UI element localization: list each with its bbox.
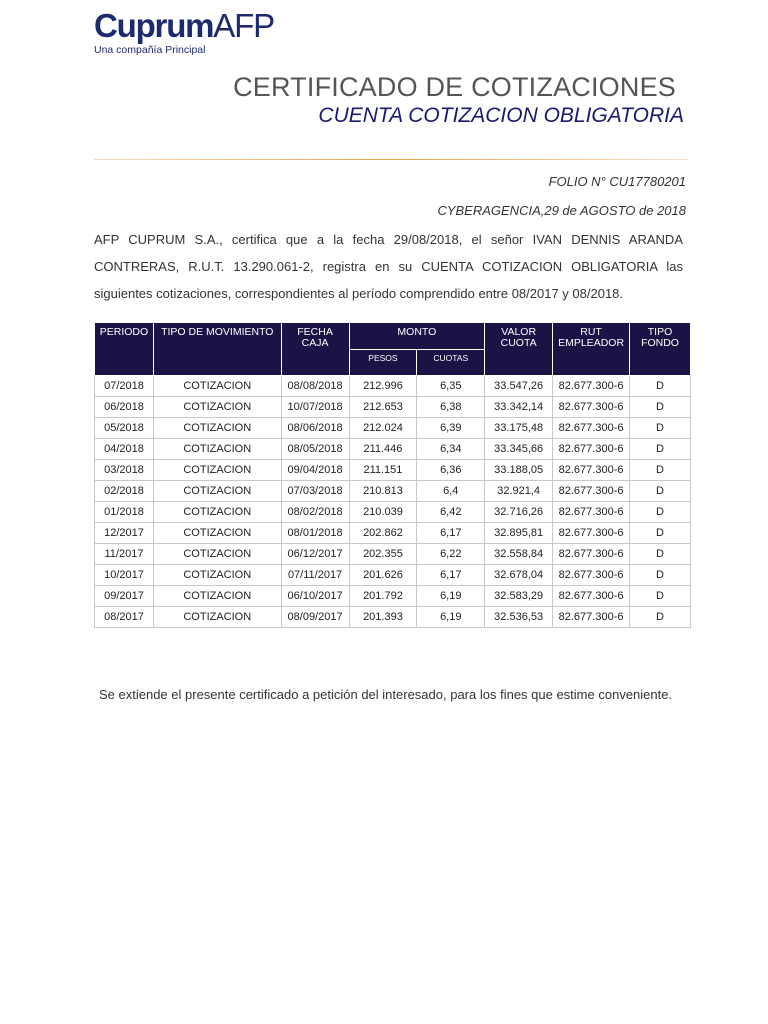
cell-tipo-fondo: D bbox=[630, 376, 691, 397]
table-header bbox=[95, 323, 691, 376]
table-row bbox=[95, 481, 691, 502]
cell-fecha-caja: 07/03/2018 bbox=[281, 481, 349, 502]
contributions-table bbox=[94, 322, 691, 628]
document-title: CERTIFICADO DE COTIZACIONES bbox=[233, 72, 676, 102]
cell-periodo: 01/2018 bbox=[95, 502, 154, 523]
table-row bbox=[95, 376, 691, 397]
cell-valor-cuota: 32.678,04 bbox=[485, 565, 553, 586]
table-row bbox=[95, 586, 691, 607]
cell-rut-empleador: 82.677.300-6 bbox=[553, 586, 630, 607]
cell-tipo-movimiento: COTIZACION bbox=[153, 586, 281, 607]
cell-tipo-fondo: D bbox=[630, 481, 691, 502]
table-row bbox=[95, 565, 691, 586]
cell-tipo-movimiento: COTIZACION bbox=[153, 607, 281, 628]
document-subtitle: CUENTA COTIZACION OBLIGATORIA bbox=[318, 104, 684, 127]
cell-fecha-caja: 08/05/2018 bbox=[281, 439, 349, 460]
cell-pesos: 212.024 bbox=[349, 418, 417, 439]
table-row bbox=[95, 439, 691, 460]
cell-tipo-fondo: D bbox=[630, 586, 691, 607]
cell-tipo-movimiento: COTIZACION bbox=[153, 544, 281, 565]
cell-periodo: 05/2018 bbox=[95, 418, 154, 439]
cell-valor-cuota: 33.547,26 bbox=[485, 376, 553, 397]
cell-fecha-caja: 08/02/2018 bbox=[281, 502, 349, 523]
table-row bbox=[95, 523, 691, 544]
cell-cuotas: 6,19 bbox=[417, 607, 485, 628]
cell-fecha-caja: 10/07/2018 bbox=[281, 397, 349, 418]
table-body bbox=[95, 376, 691, 628]
table-row bbox=[95, 544, 691, 565]
cell-tipo-fondo: D bbox=[630, 607, 691, 628]
cell-rut-empleador: 82.677.300-6 bbox=[553, 565, 630, 586]
cell-cuotas: 6,4 bbox=[417, 481, 485, 502]
cell-tipo-fondo: D bbox=[630, 397, 691, 418]
cell-rut-empleador: 82.677.300-6 bbox=[553, 523, 630, 544]
cell-cuotas: 6,42 bbox=[417, 502, 485, 523]
cell-fecha-caja: 09/04/2018 bbox=[281, 460, 349, 481]
cell-tipo-fondo: D bbox=[630, 523, 691, 544]
cell-pesos: 201.393 bbox=[349, 607, 417, 628]
cell-valor-cuota: 32.583,29 bbox=[485, 586, 553, 607]
cell-rut-empleador: 82.677.300-6 bbox=[553, 439, 630, 460]
cell-cuotas: 6,17 bbox=[417, 565, 485, 586]
cell-periodo: 10/2017 bbox=[95, 565, 154, 586]
table-row bbox=[95, 502, 691, 523]
cell-rut-empleador: 82.677.300-6 bbox=[553, 460, 630, 481]
cell-rut-empleador: 82.677.300-6 bbox=[553, 397, 630, 418]
cell-pesos: 212.653 bbox=[349, 397, 417, 418]
cell-fecha-caja: 08/09/2017 bbox=[281, 607, 349, 628]
cell-valor-cuota: 33.188,05 bbox=[485, 460, 553, 481]
cell-tipo-movimiento: COTIZACION bbox=[153, 439, 281, 460]
cell-tipo-movimiento: COTIZACION bbox=[153, 418, 281, 439]
cell-periodo: 08/2017 bbox=[95, 607, 154, 628]
cell-valor-cuota: 33.345,66 bbox=[485, 439, 553, 460]
table-row bbox=[95, 460, 691, 481]
cell-tipo-movimiento: COTIZACION bbox=[153, 523, 281, 544]
cell-fecha-caja: 06/10/2017 bbox=[281, 586, 349, 607]
cell-rut-empleador: 82.677.300-6 bbox=[553, 544, 630, 565]
cell-valor-cuota: 33.175,48 bbox=[485, 418, 553, 439]
cell-tipo-movimiento: COTIZACION bbox=[153, 460, 281, 481]
cell-fecha-caja: 08/06/2018 bbox=[281, 418, 349, 439]
cell-cuotas: 6,38 bbox=[417, 397, 485, 418]
cell-pesos: 202.355 bbox=[349, 544, 417, 565]
logo-suffix: AFP bbox=[213, 7, 274, 44]
header-monto: MONTO bbox=[349, 323, 485, 350]
cell-tipo-movimiento: COTIZACION bbox=[153, 376, 281, 397]
cell-tipo-fondo: D bbox=[630, 544, 691, 565]
cell-tipo-movimiento: COTIZACION bbox=[153, 565, 281, 586]
cell-fecha-caja: 08/08/2018 bbox=[281, 376, 349, 397]
header-fecha-caja: FECHA CAJA bbox=[281, 323, 349, 376]
cell-rut-empleador: 82.677.300-6 bbox=[553, 418, 630, 439]
cell-pesos: 211.446 bbox=[349, 439, 417, 460]
cell-tipo-fondo: D bbox=[630, 460, 691, 481]
header-tipo-fondo: TIPO FONDO bbox=[630, 323, 691, 376]
cell-periodo: 09/2017 bbox=[95, 586, 154, 607]
cell-periodo: 07/2018 bbox=[95, 376, 154, 397]
cell-pesos: 210.813 bbox=[349, 481, 417, 502]
cell-tipo-fondo: D bbox=[630, 439, 691, 460]
cell-tipo-fondo: D bbox=[630, 418, 691, 439]
cell-pesos: 201.792 bbox=[349, 586, 417, 607]
cell-cuotas: 6,22 bbox=[417, 544, 485, 565]
logo-brand: Cuprum bbox=[94, 7, 214, 44]
logo-wordmark bbox=[94, 8, 274, 44]
table-row bbox=[95, 607, 691, 628]
cell-rut-empleador: 82.677.300-6 bbox=[553, 376, 630, 397]
company-logo bbox=[94, 8, 274, 56]
header-pesos: PESOS bbox=[349, 350, 417, 376]
cell-fecha-caja: 06/12/2017 bbox=[281, 544, 349, 565]
cell-tipo-fondo: D bbox=[630, 502, 691, 523]
cell-cuotas: 6,19 bbox=[417, 586, 485, 607]
cell-pesos: 201.626 bbox=[349, 565, 417, 586]
cell-tipo-movimiento: COTIZACION bbox=[153, 397, 281, 418]
cell-valor-cuota: 32.558,84 bbox=[485, 544, 553, 565]
cell-cuotas: 6,34 bbox=[417, 439, 485, 460]
cell-cuotas: 6,17 bbox=[417, 523, 485, 544]
cell-periodo: 11/2017 bbox=[95, 544, 154, 565]
header-valor-cuota: VALOR CUOTA bbox=[485, 323, 553, 376]
folio-number: FOLIO N° CU17780201 bbox=[548, 174, 686, 189]
logo-tagline: Una compañía Principal bbox=[94, 44, 206, 56]
cell-tipo-fondo: D bbox=[630, 565, 691, 586]
header-rut-empleador: RUT EMPLEADOR bbox=[553, 323, 630, 376]
header-cuotas: CUOTAS bbox=[417, 350, 485, 376]
cell-fecha-caja: 08/01/2018 bbox=[281, 523, 349, 544]
cell-cuotas: 6,36 bbox=[417, 460, 485, 481]
cell-tipo-movimiento: COTIZACION bbox=[153, 502, 281, 523]
header-tipo-movimiento: TIPO DE MOVIMIENTO bbox=[153, 323, 281, 376]
cell-valor-cuota: 32.536,53 bbox=[485, 607, 553, 628]
table-row bbox=[95, 418, 691, 439]
cell-valor-cuota: 32.921,4 bbox=[485, 481, 553, 502]
cell-pesos: 210.039 bbox=[349, 502, 417, 523]
cell-pesos: 212.996 bbox=[349, 376, 417, 397]
table-row bbox=[95, 397, 691, 418]
cell-periodo: 04/2018 bbox=[95, 439, 154, 460]
cell-valor-cuota: 32.895,81 bbox=[485, 523, 553, 544]
cell-pesos: 211.151 bbox=[349, 460, 417, 481]
cell-valor-cuota: 32.716,26 bbox=[485, 502, 553, 523]
closing-statement: Se extiende el presente certificado a petición del interesado, para los fines que estime conveniente. bbox=[99, 687, 673, 702]
certification-paragraph: AFP CUPRUM S.A., certifica que a la fecha 29/08/2018, el señor IVAN DENNIS ARANDA CONTRERAS, R.U.T. 13.290.061-2, registra en su CUENTA COTIZACION OBLIGATORIA las siguientes cotizaciones, correspondientes al período comprendido entre 08/2017 y 08/2018. bbox=[94, 232, 683, 301]
cell-periodo: 02/2018 bbox=[95, 481, 154, 502]
header-divider bbox=[94, 159, 688, 160]
header-periodo: PERIODO bbox=[95, 323, 154, 376]
cell-tipo-movimiento: COTIZACION bbox=[153, 481, 281, 502]
cell-rut-empleador: 82.677.300-6 bbox=[553, 502, 630, 523]
cell-cuotas: 6,35 bbox=[417, 376, 485, 397]
cell-periodo: 12/2017 bbox=[95, 523, 154, 544]
cell-periodo: 06/2018 bbox=[95, 397, 154, 418]
cell-cuotas: 6,39 bbox=[417, 418, 485, 439]
cell-fecha-caja: 07/11/2017 bbox=[281, 565, 349, 586]
cell-valor-cuota: 33.342,14 bbox=[485, 397, 553, 418]
cell-periodo: 03/2018 bbox=[95, 460, 154, 481]
cell-rut-empleador: 82.677.300-6 bbox=[553, 481, 630, 502]
agency-date: CYBERAGENCIA,29 de AGOSTO de 2018 bbox=[437, 203, 686, 218]
cell-pesos: 202.862 bbox=[349, 523, 417, 544]
cell-rut-empleador: 82.677.300-6 bbox=[553, 607, 630, 628]
